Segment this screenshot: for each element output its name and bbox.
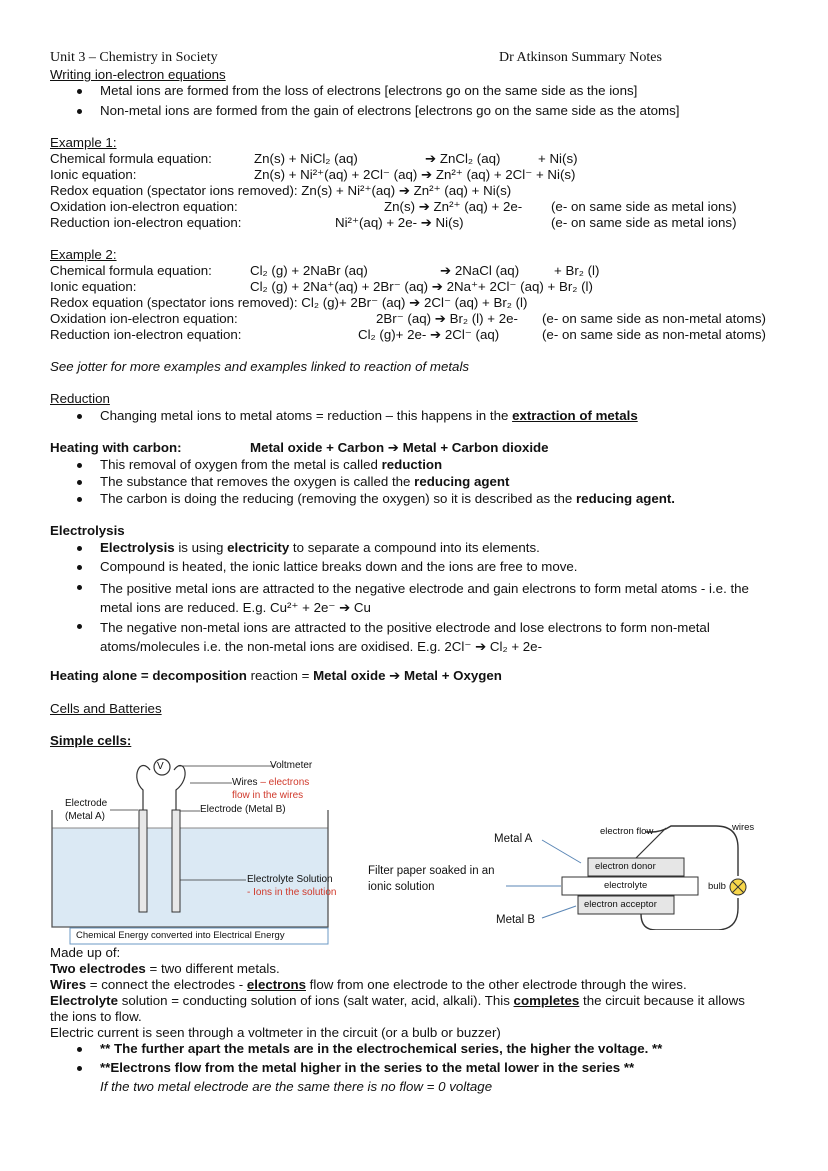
ex1-reduction-equation: Ni²⁺(aq) + 2e- ➔ Ni(s) <box>335 215 464 230</box>
electrode-metal-a <box>139 810 147 912</box>
bullet <box>77 497 82 502</box>
bullet <box>77 109 82 114</box>
ex1-oxidation-note: (e- on same side as metal ions) <box>551 199 737 214</box>
ex1-redox-equation: Redox equation (spectator ions removed): Zn(s) + Ni²⁺(aq) ➔ Zn²⁺ (aq) + Ni(s) <box>50 183 512 198</box>
bullet <box>77 1066 82 1071</box>
two-electrodes-line: Two electrodes = two different metals. <box>50 961 280 976</box>
carbon-bullet-3: The carbon is doing the reducing (removing the oxygen) so it is described as the reducing agent. <box>100 491 675 506</box>
diagram-caption: Chemical Energy converted into Electrical Energy <box>76 930 285 941</box>
pointer-metal-a <box>542 840 581 863</box>
electron-acceptor-label: electron acceptor <box>584 899 657 910</box>
bullet <box>77 585 82 590</box>
same-metal-note: If the two metal electrode are the same there is no flow = 0 voltage <box>100 1079 493 1094</box>
voltage-bullet: ** The further apart the metals are in the electrochemical series, the higher the voltage. ** <box>100 1041 663 1056</box>
ex1-formula-product: ➔ ZnCl₂ (aq) <box>425 151 501 166</box>
extraction-of-metals-text: extraction of metals <box>512 408 638 423</box>
bullet <box>77 1047 82 1052</box>
ex1-ionic-equation: Zn(s) + Ni²⁺(aq) + 2Cl⁻ (aq) ➔ Zn²⁺ (aq) + 2Cl⁻ + Ni(s) <box>254 167 576 182</box>
metal-a-label: Metal A <box>494 833 533 845</box>
example-1-heading: Example 1: <box>50 135 117 150</box>
wire-right <box>174 765 185 810</box>
wires-label-2: wires <box>732 822 755 833</box>
bullet <box>77 565 82 570</box>
heating-carbon-heading: Heating with carbon: <box>50 440 182 455</box>
wires-label: Wires – electrons <box>232 777 310 788</box>
bullet <box>77 546 82 551</box>
made-up-of: Made up of: <box>50 945 121 960</box>
ex1-reduction-note: (e- on same side as metal ions) <box>551 215 737 230</box>
bullet <box>77 89 82 94</box>
author-title: Dr Atkinson Summary Notes <box>499 50 662 65</box>
ex1-label-reduction: Reduction ion-electron equation: <box>50 215 242 230</box>
carbon-bullet-2: The substance that removes the oxygen is called the reducing agent <box>100 474 510 489</box>
ex1-oxidation-equation: Zn(s) ➔ Zn²⁺ (aq) + 2e- <box>384 199 523 214</box>
electrode-a-label-1: Electrode <box>65 798 108 809</box>
ex1-formula-reactants: Zn(s) + NiCl₂ (aq) <box>254 151 358 166</box>
electrolyte-line: Electrolyte solution = conducting solution of ions (salt water, acid, alkali). This completes the circuit because it allows the ions to flow. <box>50 993 745 1024</box>
heating-alone-line: Heating alone = decomposition reaction = Metal oxide ➔ Metal + Oxygen <box>50 668 502 683</box>
bullet <box>77 480 82 485</box>
carbon-bullet-1: This removal of oxygen from the metal is called reduction <box>100 457 443 472</box>
electron-flow-bullet: **Electrons flow from the metal higher in the series to the metal lower in the series ** <box>100 1060 635 1075</box>
section-heading-writing: Writing ion-electron equations <box>50 67 226 82</box>
voltmeter-v: V <box>157 761 164 772</box>
pointer-metal-b <box>542 906 576 918</box>
unit-title: Unit 3 – Chemistry in Society <box>50 50 218 65</box>
jotter-note: See jotter for more examples and examples linked to reaction of metals <box>50 359 470 374</box>
electron-donor-label: electron donor <box>595 861 656 872</box>
electrode-a-label-2: (Metal A) <box>65 811 106 822</box>
ex2-oxidation-equation: 2Br⁻ (aq) ➔ Br₂ (l) + 2e- <box>376 311 518 326</box>
bulb-label: bulb <box>708 881 726 892</box>
ex1-label-oxidation: Oxidation ion-electron equation: <box>50 199 238 214</box>
reduction-bullet-1: Changing metal ions to metal atoms = reduction – this happens in the extraction of metals <box>100 408 638 423</box>
simple-cell-diagram <box>50 752 350 948</box>
ex2-label-ionic: Ionic equation: <box>50 279 137 294</box>
ex1-label-ionic: Ionic equation: <box>50 167 137 182</box>
ex2-oxidation-note: (e- on same side as non-metal atoms) <box>542 311 766 326</box>
electrolysis-bullet-1: Electrolysis is using electricity to separate a compound into its elements. <box>100 540 540 555</box>
reduction-heading: Reduction <box>50 391 110 406</box>
ex2-label-reduction: Reduction ion-electron equation: <box>50 327 242 342</box>
simple-cells-heading: Simple cells: <box>50 733 132 748</box>
electrolysis-heading: Electrolysis <box>50 523 125 538</box>
bullet <box>77 414 82 419</box>
ex2-redox-equation: Redox equation (spectator ions removed): Cl₂ (g)+ 2Br⁻ (aq) ➔ 2Cl⁻ (aq) + Br₂ (l) <box>50 295 528 310</box>
filter-paper-label-1: Filter paper soaked in an <box>368 865 495 877</box>
ex1-formula-extra: + Ni(s) <box>538 151 578 166</box>
voltmeter-label: Voltmeter <box>270 760 313 771</box>
ex2-ionic-equation: Cl₂ (g) + 2Na⁺(aq) + 2Br⁻ (aq) ➔ 2Na⁺+ 2Cl⁻ (aq) + Br₂ (l) <box>250 279 593 294</box>
ex1-label-formula: Chemical formula equation: <box>50 151 212 166</box>
bullet <box>77 624 82 629</box>
wires-line: Wires = connect the electrodes - electrons flow from one electrode to the other electrode through the wires. <box>50 977 687 992</box>
ex2-formula-reactants: Cl₂ (g) + 2NaBr (aq) <box>250 263 368 278</box>
electric-current-line: Electric current is seen through a voltmeter in the circuit (or a bulb or buzzer) <box>50 1025 501 1040</box>
electrode-b-label: Electrode (Metal B) <box>200 804 286 815</box>
electrolyte-label-1: Electrolyte Solution <box>247 874 333 885</box>
paper-cell-diagram <box>366 818 766 930</box>
bullet <box>77 463 82 468</box>
cells-heading: Cells and Batteries <box>50 701 162 716</box>
wire-left <box>137 765 150 810</box>
ex2-reduction-note: (e- on same side as non-metal atoms) <box>542 327 766 342</box>
ex2-formula-extra: + Br₂ (l) <box>554 263 600 278</box>
filter-paper-label-2: ionic solution <box>368 881 435 893</box>
ex2-reduction-equation: Cl₂ (g)+ 2e- ➔ 2Cl⁻ (aq) <box>358 327 500 342</box>
electrolysis-bullet-2: Compound is heated, the ionic lattice breaks down and the ions are free to move. <box>100 559 578 574</box>
writing-bullet-1: Metal ions are formed from the loss of electrons [electrons go on the same side as the ions] <box>100 83 638 98</box>
electrolyte-label: electrolyte <box>604 880 648 891</box>
example-2-heading: Example 2: <box>50 247 117 262</box>
electrolysis-bullet-4: The negative non-metal ions are attracted to the positive electrode and lose electrons to form non-metal atoms/molecules i.e. the non-metal ions are oxidised. E.g. 2Cl⁻ ➔ Cl₂ + 2e- <box>100 620 710 654</box>
electrolyte-label-2: - Ions in the solution <box>247 887 337 898</box>
electrolysis-bullet-3: The positive metal ions are attracted to the negative electrode and gain electrons to form metal atoms - i.e. the metal ions are reduced. E.g. Cu²⁺ + 2e⁻ ➔ Cu <box>100 581 749 615</box>
metal-b-label: Metal B <box>496 914 535 926</box>
electron-flow-label: electron flow <box>600 826 654 837</box>
electrode-metal-b <box>172 810 180 912</box>
ex2-label-oxidation: Oxidation ion-electron equation: <box>50 311 238 326</box>
ex2-formula-product: ➔ 2NaCl (aq) <box>440 263 520 278</box>
heating-carbon-equation: Metal oxide + Carbon ➔ Metal + Carbon dioxide <box>250 440 549 455</box>
writing-bullet-2: Non-metal ions are formed from the gain of electrons [electrons go on the same side as the atoms] <box>100 103 680 118</box>
ex2-label-formula: Chemical formula equation: <box>50 263 212 278</box>
wires-note: flow in the wires <box>232 790 304 801</box>
